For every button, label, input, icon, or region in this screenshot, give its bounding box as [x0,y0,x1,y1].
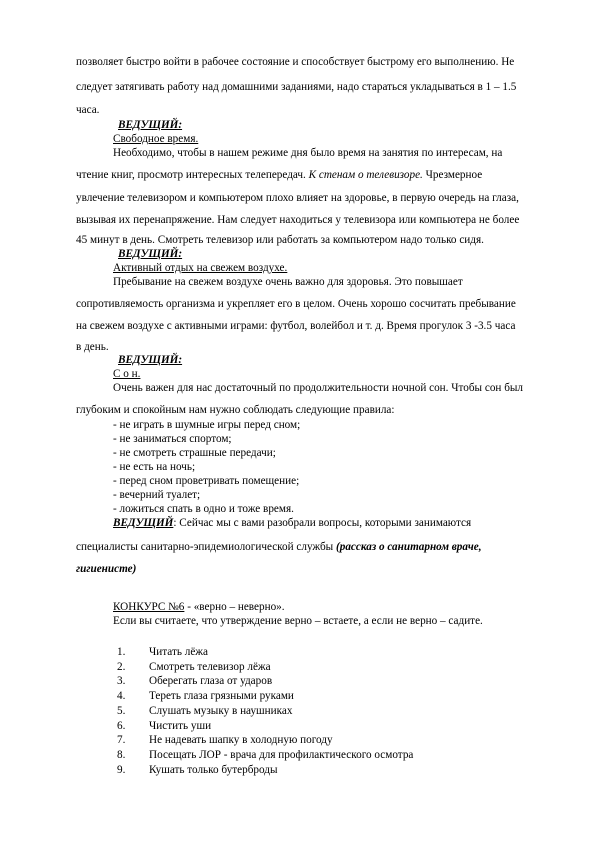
contest-title [113,600,285,614]
text-line: сопротивляемость организма и укрепляет его в целом. Очень хорошо сосчитать пребывание [76,298,516,310]
text-line [113,516,471,530]
text-span: : Сейчас мы с вами разобрали вопросы, которыми занимаются [173,517,472,529]
text-line: позволяет быстро войти в рабочее состояние и способствует быстрому его выполнению. Не [76,56,515,68]
rule-item: - перед сном проветривать помещение; [113,475,300,487]
rule-item: - не смотреть страшные передачи; [113,447,276,459]
rule-item: - не заниматься спортом; [113,433,232,445]
text-line: увлечение телевизором и компьютером плохо влияет на здоровье, в первую очередь на глаза, [76,192,519,204]
rule-item: - ложиться спать в одно и тоже время. [113,503,294,515]
list-item-number: 7. [117,734,126,747]
section-heading: ВЕДУЩИЙ [113,517,174,529]
text-span: специалисты санитарно-эпидемиологической службы [76,541,336,553]
rule-item: - не играть в шумные игры перед сном; [113,419,301,431]
text-line: Необходимо, чтобы в нашем режиме дня было время на занятия по интересам, на [113,147,503,159]
list-item: Читать лёжа [149,646,208,658]
rule-item: - вечерний туалет; [113,489,201,501]
list-item: Кушать только бутерброды [149,763,278,776]
text-line: на свежем воздухе с активными играми: футбол, волейбол и т. д. Время прогулок 3 -3.5 часа [76,320,516,332]
text-span: чтение книг, просмотр интересных телепередач. [76,169,309,181]
italic-span: (рассказ о санитарном враче, [336,541,482,553]
list-item-number: 1. [117,646,126,658]
rule-item: - не есть на ночь; [113,461,196,473]
italic-span: К стенам о телевизоре. [308,169,423,181]
section-heading: ВЕДУЩИЙ: [118,119,183,131]
list-item-number: 3. [117,675,126,688]
list-item: Оберегать глаза от ударов [149,675,273,688]
list-item-number: 9. [117,763,126,776]
section-title: Свободное время. [113,133,199,145]
text-line: вызывая их перенапряжение. Нам следует находиться у телевизора или компьютера не более [76,214,520,226]
text-line: гигиенисте) [76,563,137,575]
contest-intro: Если вы считаете, что утверждение верно – встаете, а если не верно – садите. [113,615,483,627]
list-item-number: 8. [117,748,126,761]
text-line: часа. [76,104,100,116]
text-line [76,540,482,554]
list-item: Не надевать шапку в холодную погоду [149,734,333,747]
text-line: 45 минут в день. Смотреть телевизор или работать за компьютером надо только сидя. [76,234,484,246]
list-item: Слушать музыку в наушниках [149,704,293,717]
section-heading: ВЕДУЩИЙ: [118,354,183,366]
text-line: Очень важен для нас достаточный по продолжительности ночной сон. Чтобы сон был [113,382,523,394]
text-line: в день. [76,341,109,353]
section-title: Активный отдых на свежем воздухе. [113,262,288,274]
list-item: Тереть глаза грязными руками [149,690,294,703]
text-span: - «верно – неверно». [184,601,285,613]
section-heading: ВЕДУЩИЙ: [118,248,183,260]
text-line: Пребывание на свежем воздухе очень важно для здоровья. Это повышает [113,276,463,288]
list-item: Смотреть телевизор лёжа [149,660,271,673]
text-line: глубоким и спокойным нам нужно соблюдать следующие правила: [76,404,395,416]
contest-label: КОНКУРС №6 [113,601,185,613]
text-line: следует затягивать работу над домашними заданиями, надо стараться укладываться в 1 – 1.5 [76,81,517,93]
text-span: Чрезмерное [422,169,483,181]
text-line [76,168,482,182]
list-item-number: 4. [117,690,126,703]
list-item: Чистить уши [149,719,212,732]
list-item: Посещать ЛОР - врача для профилактического осмотра [149,748,414,761]
section-title: С о н. [113,368,141,380]
list-item-number: 6. [117,719,126,732]
list-item-number: 2. [117,660,126,673]
list-item-number: 5. [117,704,126,717]
